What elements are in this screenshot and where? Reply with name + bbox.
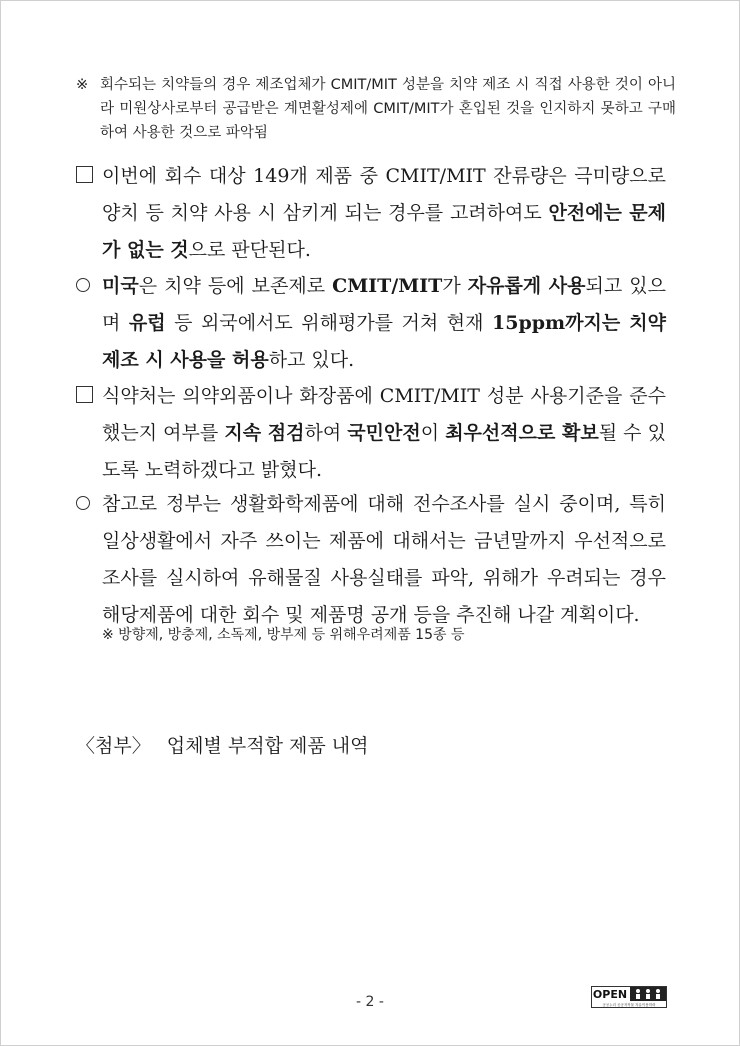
footnote-recall-explanation bbox=[76, 73, 676, 145]
para2-text-3: 되고 있으며 bbox=[102, 275, 666, 334]
para2-text-1: 은 치약 등에 보존제로 bbox=[138, 275, 333, 297]
bold-europe: 유럽 bbox=[128, 312, 166, 334]
square-bullet-icon bbox=[76, 378, 100, 415]
paragraph-government-survey bbox=[76, 486, 666, 634]
para4-text: 참고로 정부는 생활화학제품에 대해 전수조사를 실시 중이며, 특히 일상생활에서 자주 쓰이는 제품에 대해서는 금년말까지 우선적으로 조사를 실시하여 유해물질 사용실태를 파악, 위해가 우려되는 경우 해당제품에 대한 회수 및 제품명 공개 등을 추진해 나갈 계획이다. bbox=[102, 493, 666, 626]
circle-bullet-icon bbox=[76, 268, 100, 305]
para3-text-3: 이 bbox=[420, 422, 446, 444]
para3-text-4: 될 수 있도록 노력하겠다고 밝혔다. bbox=[102, 422, 667, 481]
bold-15ppm: 15ppm까지는 치약 제조 시 사용을 허용 bbox=[102, 312, 666, 371]
para2-text-2: 가 bbox=[442, 275, 468, 297]
bold-continuous-check: 지속 점검 bbox=[224, 422, 305, 444]
para1-text: 이번에 회수 대상 149개 제품 중 CMIT/MIT 잔류량은 극미량으로 양치 등 치약 사용 시 삼키게 되는 경우를 고려하여도 bbox=[102, 165, 666, 224]
bold-free-use: 자유롭게 사용 bbox=[467, 275, 586, 297]
attachment-title[interactable]: 업체별 부적합 제품 내역 bbox=[166, 735, 369, 757]
open-label: OPEN bbox=[592, 988, 628, 1001]
footnote-hazard-products: ※ 방향제, 방충제, 소독제, 방부제 등 위해우려제품 15종 등 bbox=[102, 627, 465, 643]
attachment-line bbox=[76, 731, 368, 758]
paragraph-mfds-inspection bbox=[76, 378, 666, 489]
bold-public-safety: 국민안전 bbox=[347, 422, 421, 444]
square-bullet-icon bbox=[76, 158, 100, 195]
bold-usa: 미국 bbox=[102, 275, 139, 297]
reference-mark: ※ bbox=[76, 77, 89, 93]
kogl-open-license-badge bbox=[591, 986, 667, 1008]
bold-cmit: CMIT/MIT bbox=[332, 275, 443, 297]
paragraph-foreign-regulation bbox=[76, 268, 666, 379]
para2-text-5: 하고 있다. bbox=[268, 349, 355, 371]
attachment-label: 〈첨부〉 bbox=[76, 735, 151, 757]
para1-bold: 안전에는 문제가 없는 것 bbox=[102, 202, 666, 261]
para3-text-2: 하여 bbox=[304, 422, 348, 444]
para1-tail: 으로 판단된다. bbox=[188, 239, 311, 261]
circle-bullet-icon bbox=[76, 486, 100, 523]
footnote-text: 회수되는 치약들의 경우 제조업체가 CMIT/MIT 성분을 치약 제조 시 직접 사용한 것이 아니라 미원상사로부터 공급받은 계면활성제에 CMIT/MIT가 혼입된 것을 인지하지 못하고 구매하여 사용한 것으로 파악됨 bbox=[100, 77, 676, 141]
badge-caption: 공공누리 공공저작물 자유이용허락 bbox=[602, 1003, 656, 1007]
page-number: - 2 - bbox=[356, 994, 384, 1010]
para2-text-4: 등 외국에서도 위해평가를 거쳐 현재 bbox=[165, 312, 493, 334]
bold-top-priority: 최우선적으로 확보 bbox=[445, 422, 599, 444]
paragraph-residual-safety bbox=[76, 158, 666, 269]
para3-text-1: 식약처는 의약외품이나 화장품에 CMIT/MIT 성분 사용기준을 준수했는지 여부를 bbox=[102, 385, 666, 444]
